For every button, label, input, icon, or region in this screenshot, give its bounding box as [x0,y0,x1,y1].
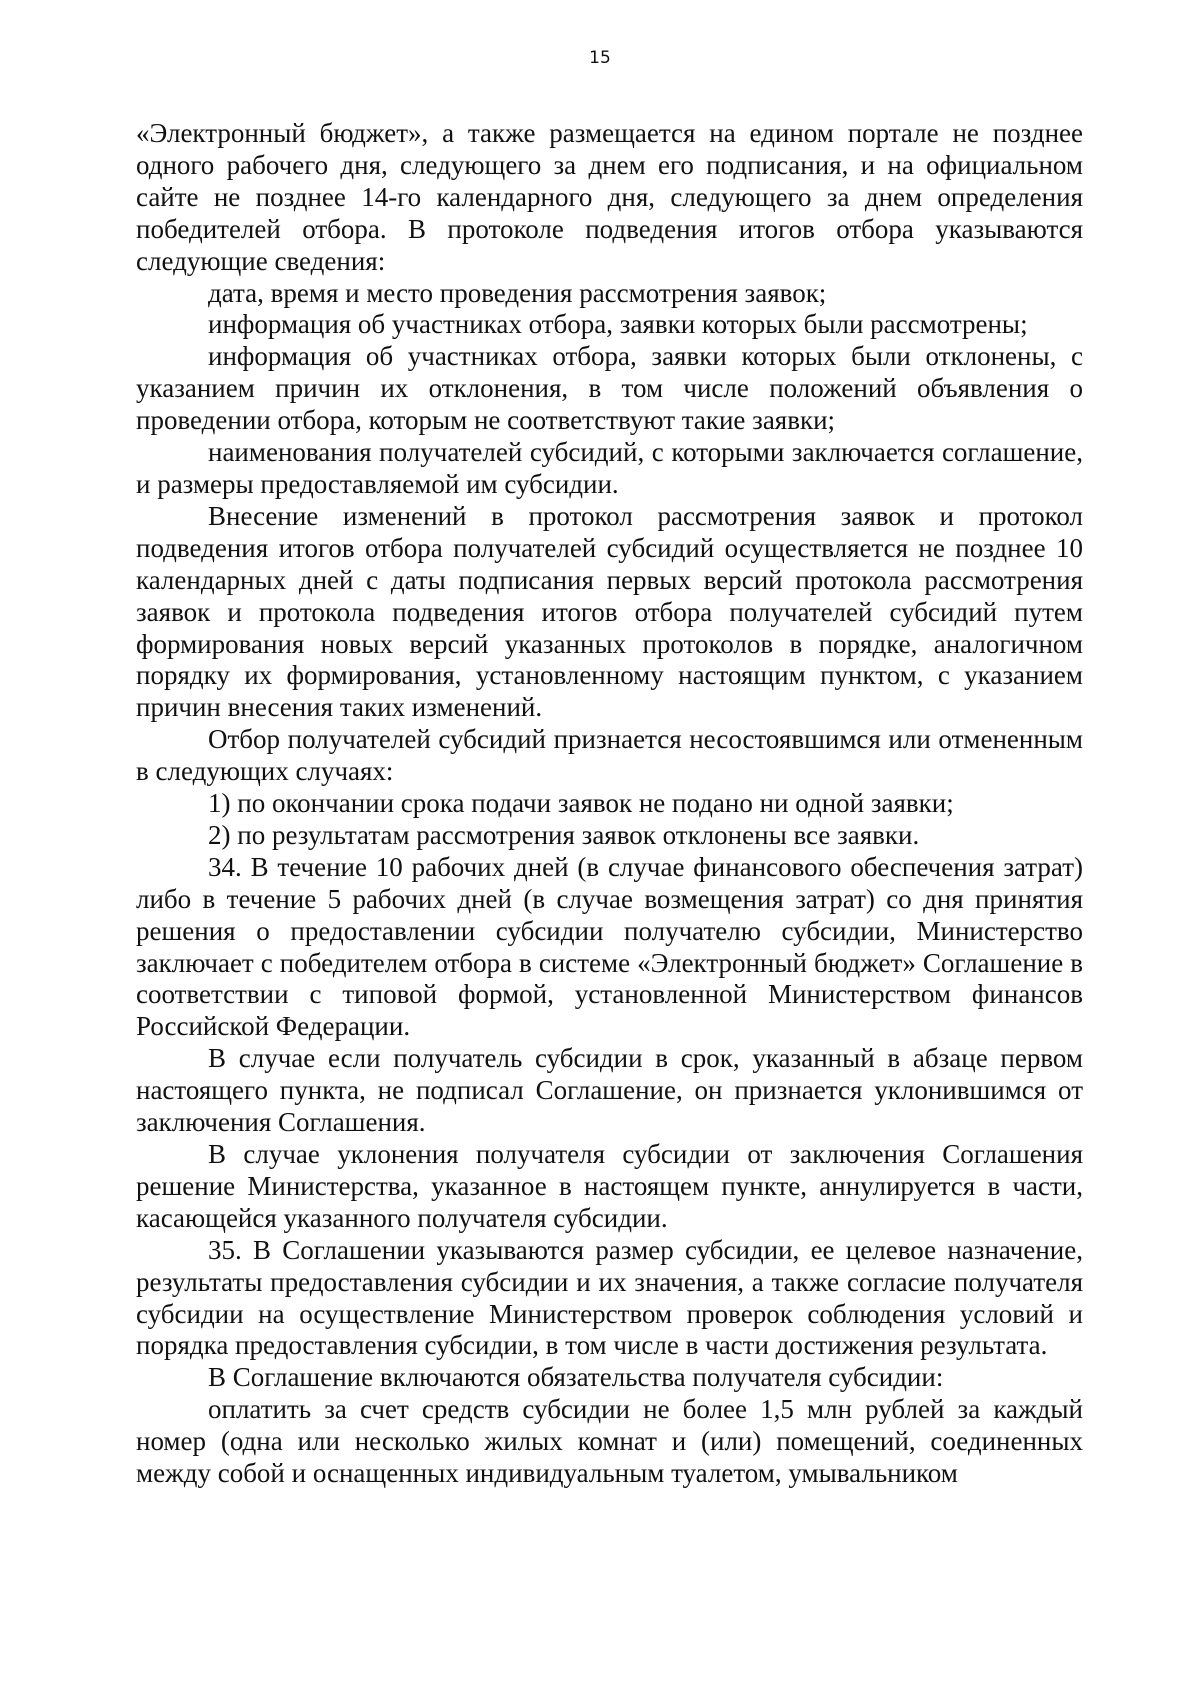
paragraph: Отбор получателей субсидий признается несостоявшимся или отмененным в следующих случаях: [136,724,1083,787]
list-item: 1) по окончании срока подачи заявок не подано ни одной заявки; [208,788,954,819]
list-item: 2) по результатам рассмотрения заявок отклонены все заявки. [208,819,920,850]
paragraph: дата, время и место проведения рассмотрения заявок; [208,277,827,308]
paragraph: «Электронный бюджет», а также размещается на едином портале не позднее одного рабочего дня, следующего за днем его подписания, и на официальном сайте не позднее 14-го календарного дня, следующего за днем определения победителей отбора. В протоколе подведения итогов отбора указываются следующие сведения: [136,118,1083,276]
paragraph: информация об участниках отбора, заявки которых были рассмотрены; [208,309,1028,340]
paragraph: 35. В Соглашении указываются размер субсидии, ее целевое назначение, результаты предоставления субсидии и их значения, а также согласие получателя субсидии на осуществление Министерством проверок соблюдения условий и порядка предоставления субсидии, в том числе в части достижения результата. [136,1234,1083,1361]
paragraph: наименования получателей субсидий, с которыми заключается соглашение, и размеры предоставляемой им субсидии. [136,437,1083,499]
paragraph: В случае если получатель субсидии в срок, указанный в абзаце первом настоящего пункта, не подписал Соглашение, он признается уклонившимся от заключения Соглашения. [136,1043,1083,1138]
paragraph: В Соглашение включаются обязательства получателя субсидии: [208,1362,944,1393]
page-number: 15 [589,48,611,68]
document-body [136,118,1083,1490]
paragraph: Внесение изменений в протокол рассмотрения заявок и протокол подведения итогов отбора получателей субсидий осуществляется не позднее 10 календарных дней с даты подписания первых версий протокола рассмотрения заявок и протокола подведения итогов отбора получателей субсидий путем формирования новых версий указанных протоколов в порядке, аналогичном порядку их формирования, установленному настоящим пунктом, с указанием причин внесения таких изменений. [136,500,1083,723]
paragraph: оплатить за счет средств субсидии не более 1,5 млн рублей за каждый номер (одна или несколько жилых комнат и (или) помещений, соединенных между собой и оснащенных индивидуальным туалетом, умывальником [136,1394,1083,1489]
paragraph: информация об участниках отбора, заявки которых были отклонены, с указанием причин их отклонения, в том числе положений объявления о проведении отбора, которым не соответствуют такие заявки; [136,341,1083,436]
paragraph: 34. В течение 10 рабочих дней (в случае финансового обеспечения затрат) либо в течение 5 рабочих дней (в случае возмещения затрат) со дня принятия решения о предоставлении субсидии получателю субсидии, Министерство заключает с победителем отбора в системе «Электронный бюджет» Соглашение в соответствии с типовой формой, установленной Министерством финансов Российской Федерации. [136,851,1083,1042]
paragraph: В случае уклонения получателя субсидии от заключения Соглашения решение Министерства, указанное в настоящем пункте, аннулируется в части, касающейся указанного получателя субсидии. [136,1139,1083,1233]
